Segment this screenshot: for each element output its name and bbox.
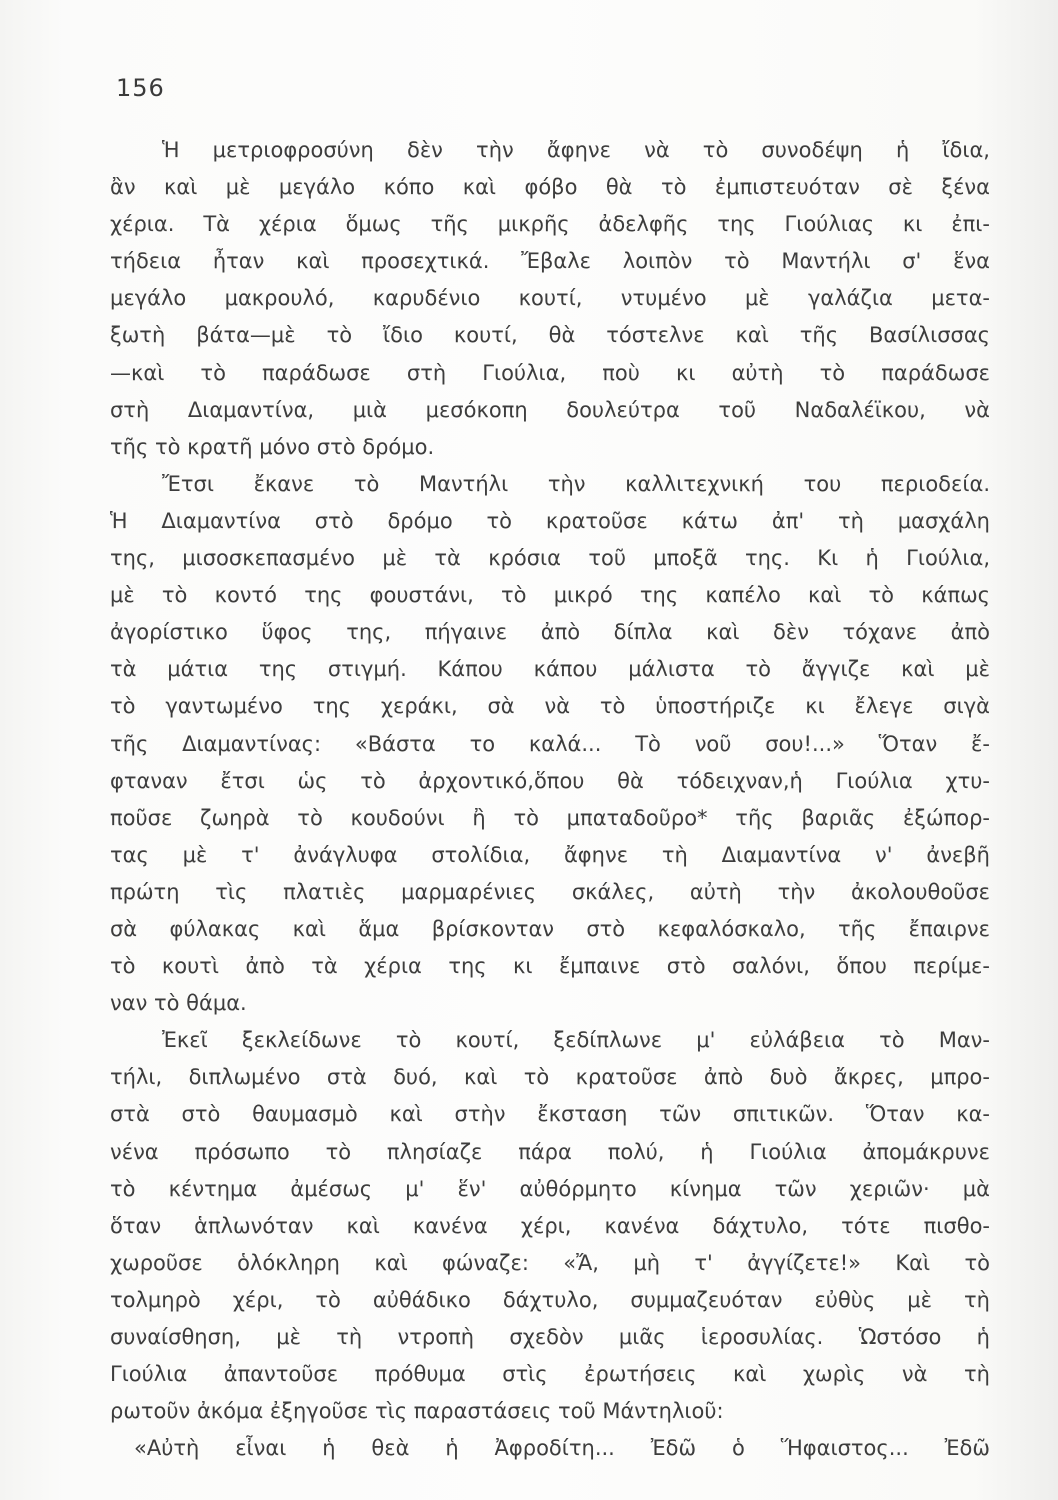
text-line: Ἐκεῖ ξεκλείδωνε τὸ κουτί, ξεδίπλωνε μ' εὐλάβεια τὸ Μαν- [162,1028,990,1053]
text-line: τὰ μάτια της στιγμή. Κάπου κάπου μάλιστα τὸ ἄγγιζε καὶ μὲ [110,657,990,682]
text-line: μεγάλο μακρουλό, καρυδένιο κουτί, ντυμένο μὲ γαλάζια μετα- [110,286,990,311]
text-line: τῆς Διαμαντίνας: «Βάστα το καλά... Τὸ νοῦ σου!...» Ὅταν ἔ- [110,731,990,756]
text-line: ἂν καὶ μὲ μεγάλο κόπο καὶ φόβο θὰ τὸ ἐμπιστευόταν σὲ ξένα [110,175,990,200]
text-line: χέρια. Τὰ χέρια ὅμως τῆς μικρῆς ἀδελφῆς της Γιούλιας κι ἐπι- [110,212,990,237]
text-line: ξωτὴ βάτα—μὲ τὸ ἴδιο κουτί, θὰ τόστελνε καὶ τῆς Βασίλισσας [110,323,990,348]
text-line: τολμηρὸ χέρι, τὸ αὐθάδικο δάχτυλο, συμμαζευόταν εὐθὺς μὲ τὴ [110,1287,990,1312]
text-line: ποῦσε ζωηρὰ τὸ κουδούνι ἢ τὸ μπαταδοῦρο* τῆς βαριᾶς ἐξώπορ- [110,805,990,830]
text-line: ὅταν ἁπλωνόταν καὶ κανένα χέρι, κανένα δάχτυλο, τότε πισθο- [110,1213,990,1238]
text-line: της, μισοσκεπασμένο μὲ τὰ κρόσια τοῦ μποξᾶ της. Κι ἡ Γιούλια, [110,546,990,571]
text-line: τήλι, διπλωμένο στὰ δυό, καὶ τὸ κρατοῦσε ἀπὸ δυὸ ἄκρες, μπρο- [110,1065,990,1090]
text-line: συναίσθηση, μὲ τὴ ντροπὴ σχεδὸν μιᾶς ἱεροσυλίας. Ὡστόσο ἡ [110,1325,990,1349]
text-line: ναν τὸ θάμα. [110,991,247,1016]
text-line: τὸ κέντημα ἀμέσως μ' ἕν' αὐθόρμητο κίνημα τῶν χεριῶν· μὰ [110,1176,990,1201]
text-line: «Αὐτὴ εἶναι ἡ θεὰ ἡ Ἀφροδίτη... Ἐδῶ ὁ Ἥφαιστος... Ἐδῶ [134,1436,990,1461]
text-line: στὴ Διαμαντίνα, μιὰ μεσόκοπη δουλεύτρα τοῦ Ναδαλέϊκου, νὰ [110,397,990,422]
body-text [110,132,990,1467]
text-line: τὸ γαντωμένο της χεράκι, σὰ νὰ τὸ ὑποστήριζε κι ἔλεγε σιγὰ [110,694,990,719]
text-line: νένα πρόσωπο τὸ πλησίαζε πάρα πολύ, ἡ Γιούλια ἀπομάκρυνε [110,1139,990,1164]
text-line: μὲ τὸ κοντό της φουστάνι, τὸ μικρό της καπέλο καὶ τὸ κάπως [110,583,990,608]
text-line: ἀγορίστικο ὕφος της, πήγαινε ἀπὸ δίπλα καὶ δὲν τόχανε ἀπὸ [110,620,990,645]
text-line: πρώτη τὶς πλατιὲς μαρμαρένιες σκάλες, αὐτὴ τὴν ἀκολουθοῦσε [110,879,990,904]
text-line: Ἡ μετριοφροσύνη δὲν τὴν ἄφηνε νὰ τὸ συνοδέψη ἡ ἴδια, [162,138,990,162]
text-line: τας μὲ τ' ἀνάγλυφα στολίδια, ἄφηνε τὴ Διαμαντίνα ν' ἀνεβῆ [110,842,990,867]
text-line: χωροῦσε ὁλόκληρη καὶ φώναζε: «Ἄ, μὴ τ' ἀγγίζετε!» Καὶ τὸ [110,1250,990,1275]
text-line: σὰ φύλακας καὶ ἅμα βρίσκονταν στὸ κεφαλόσκαλο, τῆς ἔπαιρνε [110,916,990,941]
text-line: ρωτοῦν ἀκόμα ἐξηγοῦσε τὶς παραστάσεις τοῦ Μάντηλιοῦ: [110,1399,724,1424]
text-line: —καὶ τὸ παράδωσε στὴ Γιούλια, ποὺ κι αὐτὴ τὸ παράδωσε [110,360,990,385]
text-line: Ἔτσι ἔκανε τὸ Μαντήλι τὴν καλλιτεχνική του περιοδεία. [162,471,990,496]
text-line: τῆς τὸ κρατῆ μόνο στὸ δρόμο. [110,434,435,459]
text-line: τήδεια ἦταν καὶ προσεχτικά. Ἔβαλε λοιπὸν τὸ Μαντήλι σ' ἕνα [110,249,990,274]
text-line: Ἡ Διαμαντίνα στὸ δρόμο τὸ κρατοῦσε κάτω ἀπ' τὴ μασχάλη [110,508,990,533]
text-line: φταναν ἔτσι ὡς τὸ ἀρχοντικό,ὅπου θὰ τόδειχναν,ἡ Γιούλια χτυ- [110,768,990,793]
text-line: τὸ κουτὶ ἀπὸ τὰ χέρια της κι ἔμπαινε στὸ σαλόνι, ὅπου περίμε- [110,954,990,979]
text-line: Γιούλια ἀπαντοῦσε πρόθυμα στὶς ἐρωτήσεις καὶ χωρὶς νὰ τὴ [110,1362,990,1387]
text-line: στὰ στὸ θαυμασμὸ καὶ στὴν ἔκσταση τῶν σπιτικῶν. Ὅταν κα- [110,1102,990,1127]
page-number: 156 [116,74,165,102]
